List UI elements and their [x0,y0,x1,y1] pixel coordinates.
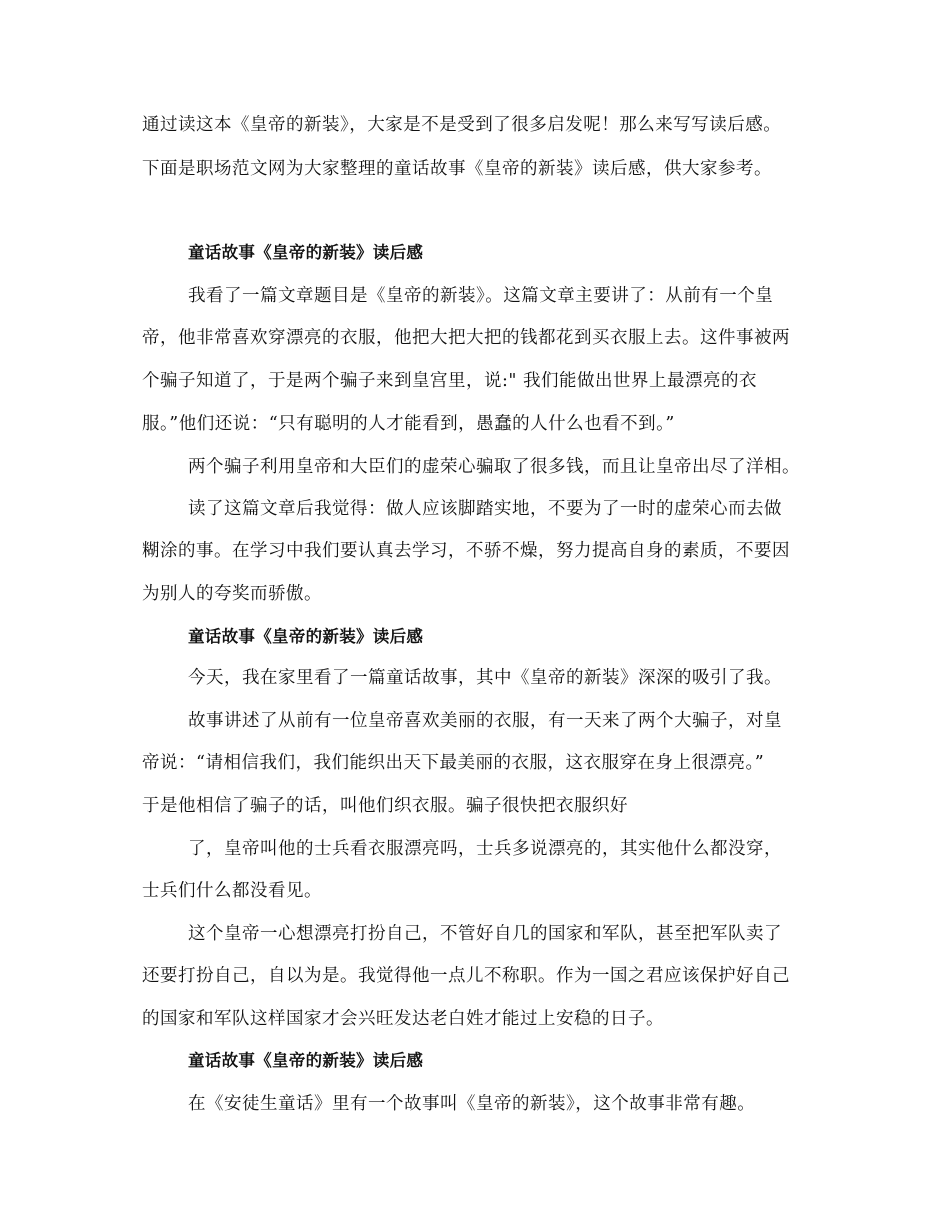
section2-line-8: 还要打扮自己，自以为是。我觉得他一点儿不称职。作为一国之君应该保护好自己 [142,966,790,986]
section-heading-3: 童话故事《皇帝的新装》读后感 [188,1051,424,1070]
section1-line-5: 两个骗子利用皇帝和大臣们的虚荣心骗取了很多钱，而且让皇帝出尽了洋相。 [188,457,800,477]
section2-line-2: 故事讲述了从前有一位皇帝喜欢美丽的衣服，有一天来了两个大骗子，对皇 [188,711,782,731]
section2-line-6: 士兵们什么都没看见。 [142,881,322,901]
section1-line-8: 为别人的夸奖而骄傲。 [142,584,322,604]
section2-line-3: 帝说：“请相信我们，我们能织出天下最美丽的衣服，这衣服穿在身上很漂亮。” [142,753,765,773]
section2-line-5: 了，皇帝叫他的士兵看衣服漂亮吗，士兵多说漂亮的，其实他什么都没穿， [188,839,782,859]
intro-line-1: 通过读这本《皇帝的新装》，大家是不是受到了很多启发呢！那么来写写读后感。 [142,115,782,135]
section1-line-4: 服。”他们还说：“只有聪明的人才能看到，愚蠢的人什么也看不到。” [142,414,675,434]
intro-line-2: 下面是职场范文网为大家整理的童话故事《皇帝的新装》读后感，供大家参考。 [142,159,772,179]
section1-line-1: 我看了一篇文章题目是《皇帝的新装》。这篇文章主要讲了：从前有一个皇 [188,286,774,306]
section3-line-1: 在《安徒生童话》里有一个故事叫《皇帝的新装》，这个故事非常有趣。 [188,1094,756,1114]
section1-line-2: 帝，他非常喜欢穿漂亮的衣服，他把大把大把的钱都花到买衣服上去。这件事被两 [142,328,790,348]
section-heading-2: 童话故事《皇帝的新装》读后感 [188,627,424,646]
section1-line-7: 糊涂的事。在学习中我们要认真去学习，不骄不燥，努力提高自身的素质，不要因 [142,541,790,561]
section1-line-6: 读了这篇文章后我觉得：做人应该脚踏实地，不要为了一时的虚荣心而去做 [188,499,782,519]
section2-line-1: 今天，我在家里看了一篇童话故事，其中《皇帝的新装》深深的吸引了我。 [188,668,782,688]
section-heading-1: 童话故事《皇帝的新装》读后感 [188,243,424,262]
section2-line-9: 的国家和军队这样国家才会兴旺发达老白姓才能过上安稳的日子。 [142,1009,664,1029]
section1-line-3: 个骗子知道了，于是两个骗子来到皇宫里，说:" 我们能做出世界上最漂亮的衣 [142,371,758,391]
section2-line-7: 这个皇帝一心想漂亮打扮自己，不管好自几的国家和军队，甚至把军队卖了 [188,924,782,944]
section2-line-4: 于是他相信了骗子的话，叫他们织衣服。骗子很快把衣服织好 [142,796,628,816]
